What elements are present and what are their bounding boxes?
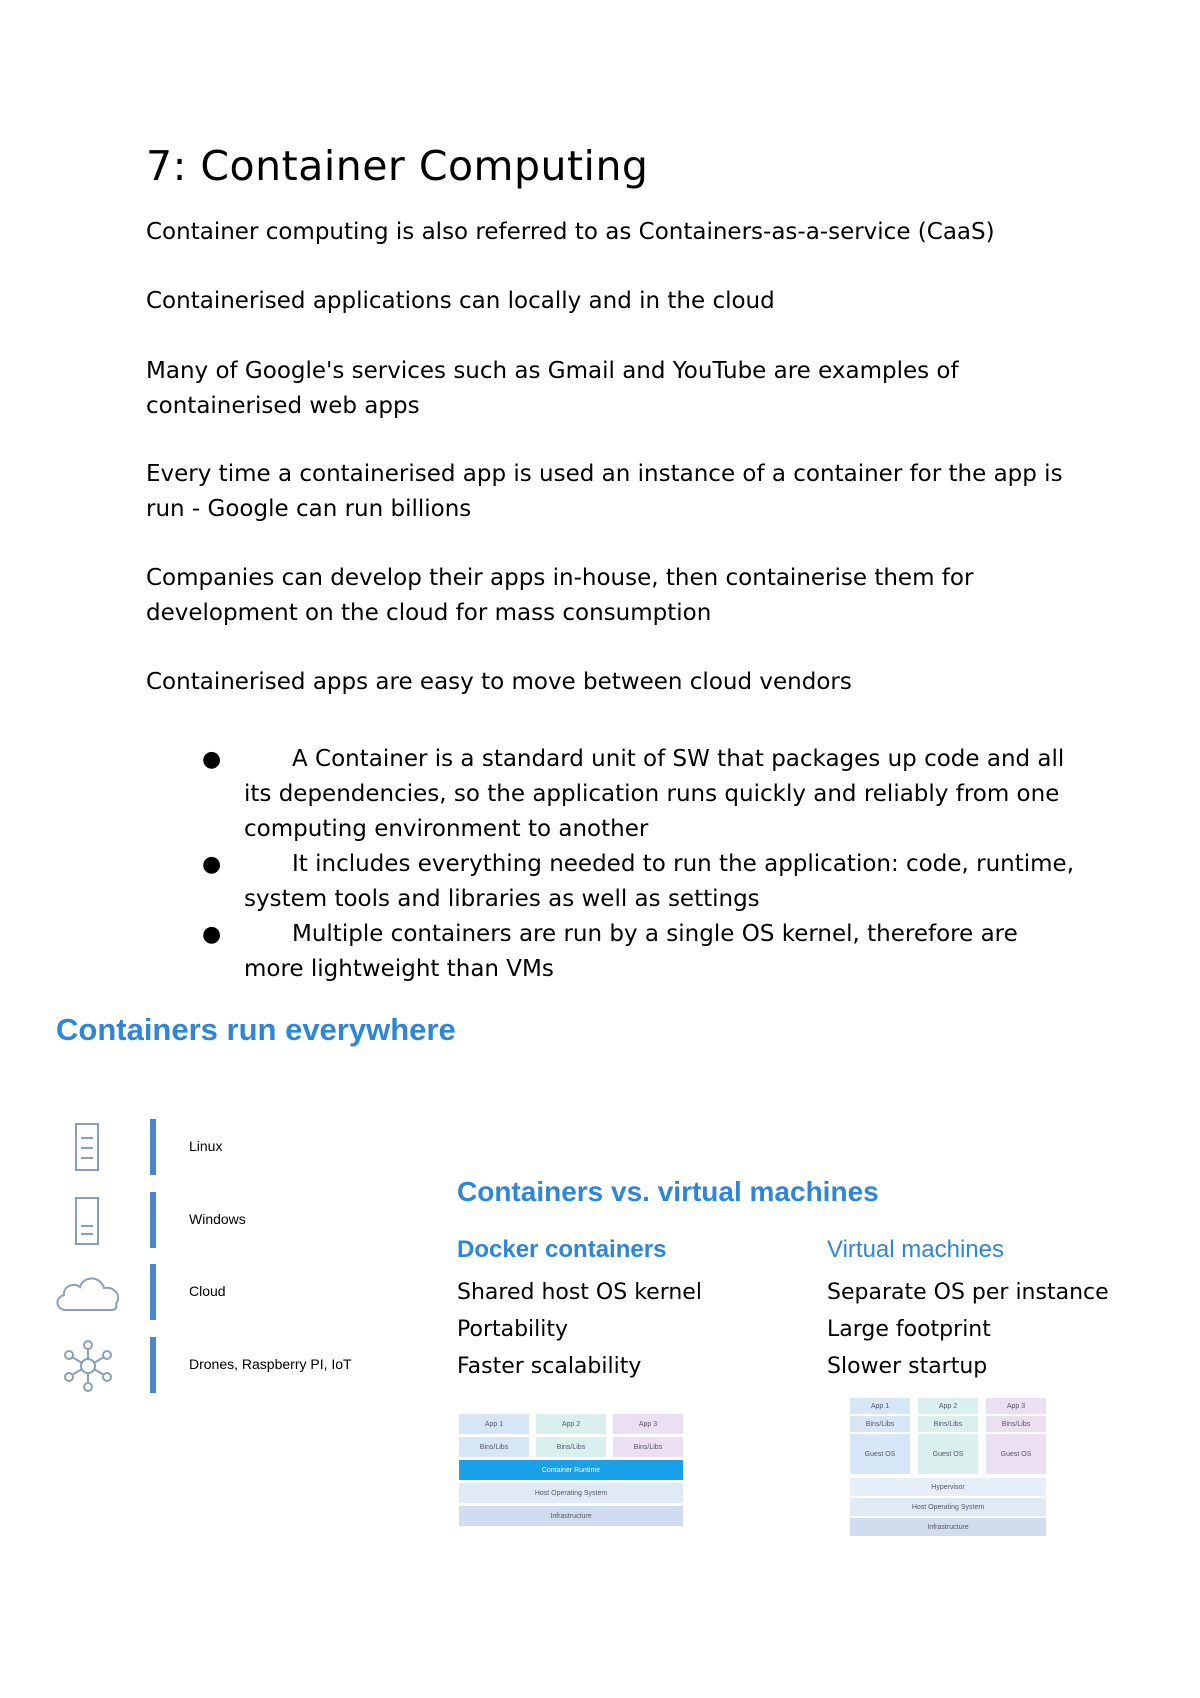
paragraph: Container computing is also referred to as Containers-as-a-service (CaaS) [146, 219, 995, 245]
app-block: App 2 [918, 1398, 978, 1414]
vm-item: Separate OS per instance [827, 1280, 1109, 1305]
platform-divider [150, 1337, 156, 1393]
platform-label-windows: Windows [189, 1211, 246, 1227]
list-item [200, 742, 1080, 847]
app-block: App 2 [536, 1414, 606, 1434]
docker-item: Faster scalability [457, 1354, 642, 1379]
container-runtime-block: Container Runtime [459, 1460, 683, 1480]
libs-block: Bins/Libs [536, 1437, 606, 1457]
paragraph: Many of Google's services such as Gmail and YouTube are examples of containerised web apps [146, 358, 959, 419]
paragraph: Containerised applications can locally and in the cloud [146, 288, 775, 314]
platform-label-linux: Linux [189, 1138, 223, 1154]
vm-item: Slower startup [827, 1354, 988, 1379]
bullet-icon: ● [202, 747, 222, 772]
comparison-heading: Containers vs. virtual machines [457, 1176, 879, 1207]
libs-block: Bins/Libs [613, 1437, 683, 1457]
page-title: 7: Container Computing [146, 142, 649, 190]
server-icon [52, 1192, 124, 1252]
libs-block: Bins/Libs [459, 1437, 529, 1457]
paragraph: Every time a containerised app is used an instance of a container for the app is run - Google can run billions [146, 461, 1063, 522]
app-block: App 1 [850, 1398, 910, 1414]
host-os-block: Host Operating System [850, 1498, 1046, 1516]
libs-block: Bins/Libs [918, 1416, 978, 1432]
host-os-block: Host Operating System [459, 1483, 683, 1503]
app-block: App 3 [613, 1414, 683, 1434]
libs-block: Bins/Libs [986, 1416, 1046, 1432]
bullet-text: Multiple containers are run by a single OS kernel, therefore are more lightweight than VMs [244, 921, 1018, 982]
app-block: App 1 [459, 1414, 529, 1434]
paragraph: Containerised apps are easy to move between cloud vendors [146, 669, 852, 695]
app-block: App 3 [986, 1398, 1046, 1414]
bullet-icon: ● [202, 922, 222, 947]
hypervisor-block: Hypervisor [850, 1478, 1046, 1496]
list-item [200, 847, 1080, 917]
figure-heading: Containers run everywhere [56, 1012, 456, 1047]
platform-label-cloud: Cloud [189, 1283, 226, 1299]
docker-item: Shared host OS kernel [457, 1280, 702, 1305]
bullet-text: A Container is a standard unit of SW that packages up code and all its dependencies, so the application runs quickly and reliably from one computing environment to another [244, 746, 1065, 842]
vm-item: Large footprint [827, 1317, 991, 1342]
docker-column-heading: Docker containers [457, 1236, 667, 1263]
platform-divider [150, 1192, 156, 1248]
list-item [200, 917, 1080, 987]
platform-label-iot: Drones, Raspberry PI, IoT [189, 1356, 352, 1372]
bullet-icon: ● [202, 852, 222, 877]
bullet-text: It includes everything needed to run the application: code, runtime, system tools and libraries as well as settings [244, 851, 1075, 912]
cloud-icon [52, 1264, 124, 1324]
paragraph: Companies can develop their apps in-house, then containerise them for development on the cloud for mass consumption [146, 565, 974, 626]
docker-item: Portability [457, 1317, 569, 1342]
guest-os-block: Guest OS [850, 1434, 910, 1474]
platform-divider [150, 1119, 156, 1175]
vm-stack-diagram [850, 1398, 1046, 1538]
platform-divider [150, 1264, 156, 1320]
network-icon [52, 1336, 124, 1396]
infrastructure-block: Infrastructure [850, 1518, 1046, 1536]
infrastructure-block: Infrastructure [459, 1506, 683, 1526]
guest-os-block: Guest OS [986, 1434, 1046, 1474]
server-icon [52, 1118, 124, 1178]
libs-block: Bins/Libs [850, 1416, 910, 1432]
bullet-list [200, 742, 1080, 987]
vm-column-heading: Virtual machines [827, 1236, 1004, 1263]
guest-os-block: Guest OS [918, 1434, 978, 1474]
docker-stack-diagram [459, 1414, 683, 1526]
